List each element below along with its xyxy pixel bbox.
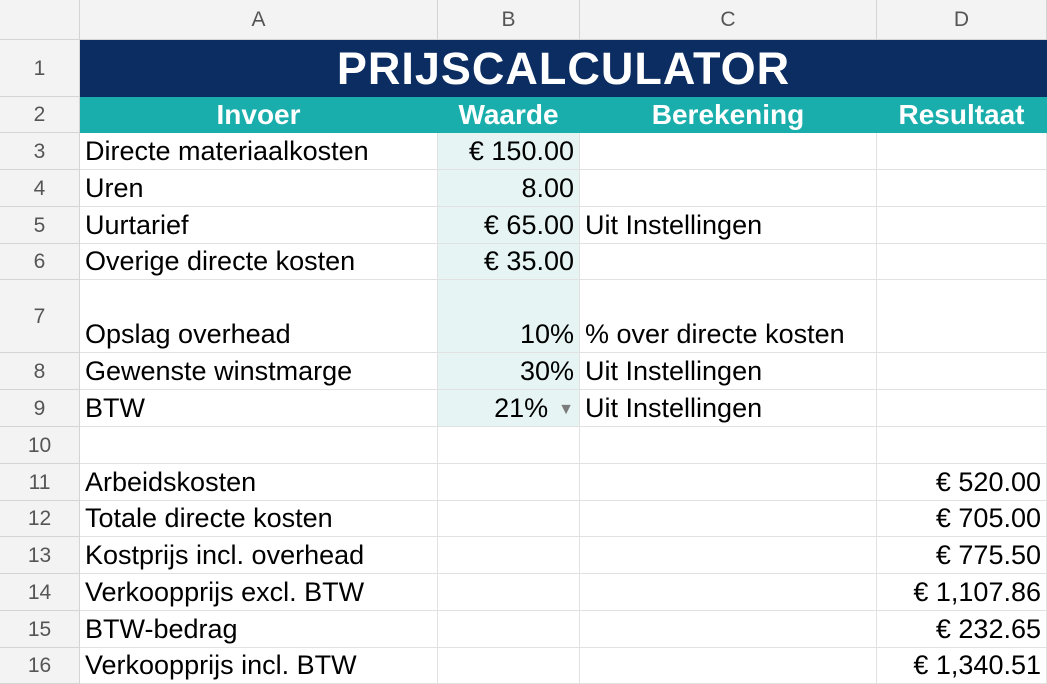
btw-value: 21%: [494, 393, 549, 423]
empty-cell[interactable]: [438, 427, 580, 464]
calc-note-cell[interactable]: Uit Instellingen: [580, 390, 877, 427]
calc-note-cell[interactable]: % over directe kosten: [580, 280, 877, 353]
row-header-4[interactable]: 4: [0, 170, 80, 207]
row-header-8[interactable]: 8: [0, 353, 80, 390]
row-header-5[interactable]: 5: [0, 207, 80, 244]
column-header-b[interactable]: B: [438, 0, 580, 40]
result-value-cell[interactable]: € 232.65: [877, 611, 1047, 648]
empty-cell[interactable]: [438, 501, 580, 537]
input-label-cell[interactable]: Overige directe kosten: [80, 244, 438, 280]
column-header-c[interactable]: C: [580, 0, 877, 40]
input-value-cell[interactable]: € 65.00: [438, 207, 580, 244]
empty-cell[interactable]: [580, 574, 877, 611]
result-label-cell[interactable]: Totale directe kosten: [80, 501, 438, 537]
row-header-15[interactable]: 15: [0, 611, 80, 648]
row-header-2[interactable]: 2: [0, 97, 80, 133]
result-value-cell[interactable]: € 775.50: [877, 537, 1047, 574]
result-label-cell[interactable]: Arbeidskosten: [80, 464, 438, 501]
btw-dropdown-cell[interactable]: [438, 390, 580, 427]
dropdown-arrow-icon[interactable]: ▼: [558, 401, 574, 418]
empty-cell[interactable]: [580, 464, 877, 501]
column-header-a[interactable]: A: [80, 0, 438, 40]
result-cell[interactable]: [877, 244, 1047, 280]
empty-cell[interactable]: [438, 648, 580, 684]
input-value-cell[interactable]: € 35.00: [438, 244, 580, 280]
empty-cell[interactable]: [580, 537, 877, 574]
input-value-cell[interactable]: 8.00: [438, 170, 580, 207]
title-cell[interactable]: PRIJSCALCULATOR: [80, 40, 1047, 97]
input-label-cell[interactable]: Opslag overhead: [80, 280, 438, 353]
result-value-cell[interactable]: € 705.00: [877, 501, 1047, 537]
row-header-6[interactable]: 6: [0, 244, 80, 280]
input-value-cell[interactable]: € 150.00: [438, 133, 580, 170]
input-value-cell[interactable]: 30%: [438, 353, 580, 390]
column-header-d[interactable]: D: [877, 0, 1047, 40]
result-value-cell[interactable]: € 1,107.86: [877, 574, 1047, 611]
input-value-cell[interactable]: 10%: [438, 280, 580, 353]
result-cell[interactable]: [877, 133, 1047, 170]
empty-cell[interactable]: [438, 537, 580, 574]
result-label-cell[interactable]: Kostprijs incl. overhead: [80, 537, 438, 574]
select-all-corner[interactable]: [0, 0, 80, 40]
row-header-3[interactable]: 3: [0, 133, 80, 170]
result-label-cell[interactable]: Verkoopprijs incl. BTW: [80, 648, 438, 684]
result-value-cell[interactable]: € 1,340.51: [877, 648, 1047, 684]
row-header-14[interactable]: 14: [0, 574, 80, 611]
result-cell[interactable]: [877, 280, 1047, 353]
input-label-cell[interactable]: BTW: [80, 390, 438, 427]
calc-note-cell[interactable]: [580, 244, 877, 280]
result-cell[interactable]: [877, 353, 1047, 390]
header-waarde[interactable]: Waarde: [438, 97, 580, 133]
result-cell[interactable]: [877, 170, 1047, 207]
row-header-11[interactable]: 11: [0, 464, 80, 501]
empty-cell[interactable]: [877, 427, 1047, 464]
empty-cell[interactable]: [438, 611, 580, 648]
row-header-1[interactable]: 1: [0, 40, 80, 97]
input-label-cell[interactable]: Directe materiaalkosten: [80, 133, 438, 170]
input-label-cell[interactable]: Uren: [80, 170, 438, 207]
input-label-cell[interactable]: Uurtarief: [80, 207, 438, 244]
empty-cell[interactable]: [438, 574, 580, 611]
row-header-16[interactable]: 16: [0, 648, 80, 684]
header-invoer[interactable]: Invoer: [80, 97, 438, 133]
empty-cell[interactable]: [580, 501, 877, 537]
header-resultaat[interactable]: Resultaat: [877, 97, 1047, 133]
result-label-cell[interactable]: Verkoopprijs excl. BTW: [80, 574, 438, 611]
calc-note-cell[interactable]: Uit Instellingen: [580, 207, 877, 244]
empty-cell[interactable]: [438, 464, 580, 501]
result-cell[interactable]: [877, 390, 1047, 427]
result-value-cell[interactable]: € 520.00: [877, 464, 1047, 501]
row-header-7[interactable]: 7: [0, 280, 80, 353]
empty-cell[interactable]: [580, 611, 877, 648]
row-header-12[interactable]: 12: [0, 501, 80, 537]
input-label-cell[interactable]: Gewenste winstmarge: [80, 353, 438, 390]
row-header-13[interactable]: 13: [0, 537, 80, 574]
header-berekening[interactable]: Berekening: [580, 97, 877, 133]
row-header-9[interactable]: 9: [0, 390, 80, 427]
row-header-10[interactable]: 10: [0, 427, 80, 464]
calc-note-cell[interactable]: Uit Instellingen: [580, 353, 877, 390]
result-cell[interactable]: [877, 207, 1047, 244]
empty-cell[interactable]: [580, 427, 877, 464]
calc-note-cell[interactable]: [580, 133, 877, 170]
empty-cell[interactable]: [580, 648, 877, 684]
empty-cell[interactable]: [80, 427, 438, 464]
result-label-cell[interactable]: BTW-bedrag: [80, 611, 438, 648]
calc-note-cell[interactable]: [580, 170, 877, 207]
